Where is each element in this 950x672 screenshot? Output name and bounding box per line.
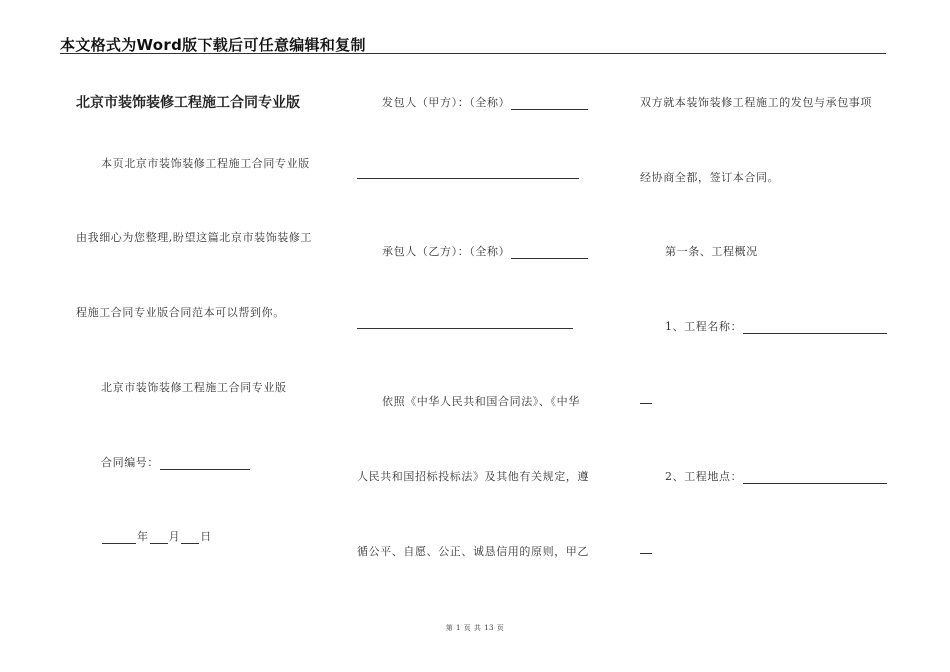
- party-a-label: 发包人（甲方）：（全称）: [382, 96, 511, 109]
- project-name-blank: [743, 322, 887, 334]
- subtitle: 北京市装饰装修工程施工合同专业版: [101, 381, 287, 394]
- party-a-row: [382, 94, 589, 110]
- project-name-label: 1、工程名称：: [665, 320, 743, 333]
- party-b-continuation-line: [357, 328, 573, 329]
- document-title: 北京市装饰装修工程施工合同专业版: [76, 95, 300, 111]
- date-month-label: 月: [168, 530, 181, 543]
- party-a-continuation-line: [357, 178, 579, 179]
- year-blank: [102, 532, 136, 544]
- party-b-label: 承包人（乙方）：（全称）: [382, 245, 511, 258]
- project-location-blank: [743, 472, 887, 484]
- date-year-label: 年: [137, 530, 149, 543]
- document-banner: 本文格式为Word版下载后可任意编辑和复制: [60, 36, 366, 54]
- project-location-continuation-line: [640, 553, 652, 554]
- party-b-row: [382, 243, 589, 259]
- date-row: [101, 528, 212, 544]
- month-blank: [150, 532, 168, 544]
- intro-line-1: 本页北京市装饰装修工程施工合同专业版: [101, 157, 310, 170]
- project-name-continuation-line: [640, 403, 652, 404]
- intro-line-2: 由我细心为您整理,盼望这篇北京市装饰装修工: [76, 231, 313, 244]
- party-a-blank: [511, 98, 588, 110]
- basis-line-3: 循公平、自愿、公正、诚恳信用的原则，甲乙: [357, 545, 589, 558]
- article-1-heading: 第一条、工程概况: [665, 245, 758, 258]
- project-location-row: [665, 468, 888, 484]
- agreement-line-1: 双方就本装饰装修工程施工的发包与承包事项: [640, 96, 872, 109]
- day-blank: [181, 532, 199, 544]
- page-number: 第 1 页 共 13 页: [445, 624, 505, 632]
- banner-divider: [60, 53, 886, 54]
- project-location-label: 2、工程地点：: [665, 470, 743, 483]
- basis-line-1: 依照《中华人民共和国合同法》、《中华: [382, 395, 580, 408]
- basis-line-2: 人民共和国招标投标法》及其他有关规定，遵: [357, 470, 589, 483]
- contract-number-blank: [160, 458, 250, 470]
- date-day-label: 日: [200, 530, 212, 543]
- project-name-row: [665, 318, 888, 334]
- contract-number-row: [101, 454, 251, 470]
- agreement-line-2: 经协商全都，签订本合同。: [640, 171, 780, 184]
- intro-line-3: 程施工合同专业版合同范本可以帮到你。: [76, 306, 285, 319]
- party-b-blank: [511, 247, 588, 259]
- contract-number-label: 合同编号：: [101, 456, 159, 469]
